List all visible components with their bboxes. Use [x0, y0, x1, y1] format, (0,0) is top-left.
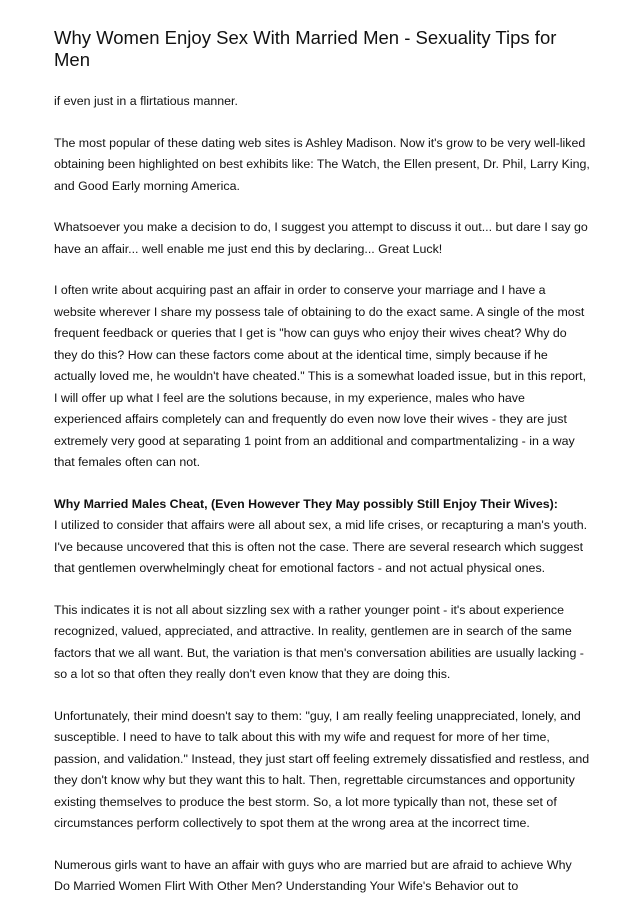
section-block: [54, 494, 590, 580]
paragraph-3: Whatsoever you make a decision to do, I suggest you attempt to discuss it out... but dare I say go have an affair... well enable me just end this by declaring... Great Luck!: [54, 220, 588, 256]
document-page: [54, 27, 590, 898]
paragraph-5: This indicates it is not all about sizzling sex with a rather younger point - it's about experience recognized, valued, appreciated, and attractive. In reality, gentlemen are in search of the same factors that we all want. But, the variation is that men's conversation abilities are usually lacking - so a lot so that often they really don't even know that they are doing this.: [54, 602, 584, 681]
section-paragraph: I utilized to consider that affairs were all about sex, a mid life crises, or recapturing a man's youth. I've because uncovered that this is often not the case. There are several research which suggest that gentlemen overwhelmingly cheat for emotional factors - and not actual physical ones.: [54, 518, 588, 575]
document-title: Why Women Enjoy Sex With Married Men - Sexuality Tips for Men: [54, 27, 557, 70]
paragraph-1: if even just in a flirtatious manner.: [54, 94, 238, 108]
paragraph-4: I often write about acquiring past an affair in order to conserve your marriage and I have a website wherever I share my possess tale of obtaining to do the exact same. A single of the most frequent feedback or queries that I get is "how can guys who enjoy their wives cheat? Why do they do this? How can these factors come about at the identical time, simply because if he actually loved me, he wouldn't have cheated." This is a somewhat loaded issue, but in this report, I will offer up what I feel are the solutions because, in my experience, males who have experienced affairs completely can and frequently do even now love their wives - they are just extremely very good at separating 1 point from an additional and compartmentalizing - in a way that females often can not.: [54, 283, 587, 469]
paragraph-6: Unfortunately, their mind doesn't say to them: "guy, I am really feeling unappreciated, lonely, and susceptible. I need to have to talk about this with my wife and request for more of her time, passion, and validation." Instead, they just start off feeling extremely dissatisfied and restless, and they don't know why but they want this to halt. Then, regrettable circumstances and opportunity existing themselves to produce the best storm. So, a lot more typically than not, these set of circumstances perform collectively to spot them at the wrong area at the incorrect time.: [54, 708, 590, 830]
paragraph-7: Numerous girls want to have an affair with guys who are married but are afraid to achieve Why Do Married Women Flirt With Other Men? Understanding Your Wife's Behavior out to: [54, 857, 572, 893]
section-heading: Why Married Males Cheat, (Even However They May possibly Still Enjoy Their Wives):: [54, 496, 558, 511]
paragraph-2: The most popular of these dating web sites is Ashley Madison. Now it's grow to be very well-liked obtaining been highlighted on best exhibits like: The Watch, the Ellen present, Dr. Phil, Larry King, and Good Early morning America.: [54, 135, 590, 193]
